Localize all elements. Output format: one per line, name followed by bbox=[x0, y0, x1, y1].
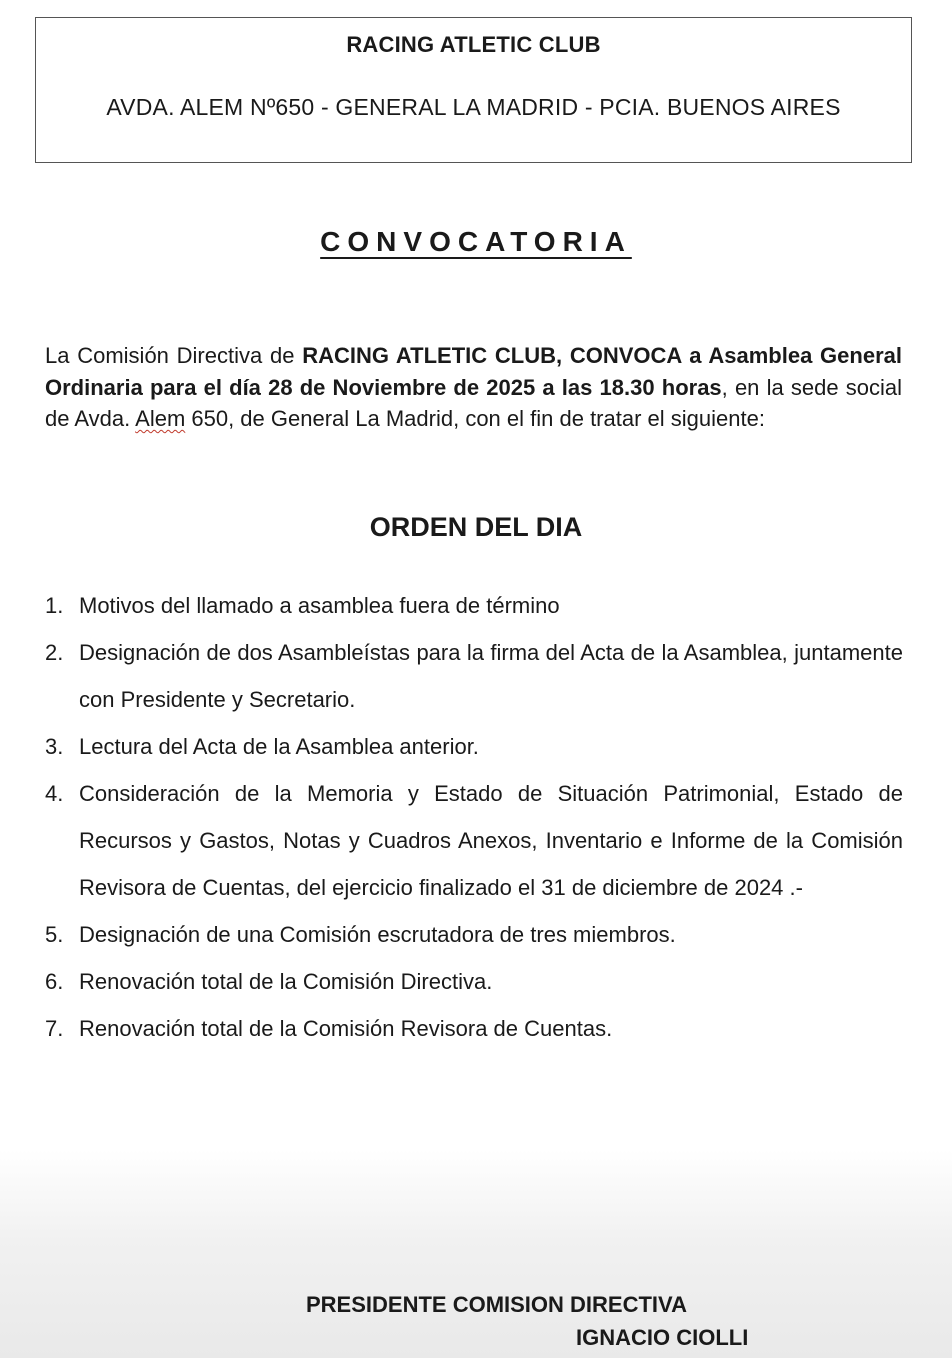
agenda-item-number: 4. bbox=[45, 781, 64, 806]
intro-street-name: Alem bbox=[135, 406, 186, 431]
agenda-item bbox=[45, 1005, 903, 1052]
agenda-item bbox=[45, 770, 903, 911]
agenda-item-text: Designación de una Comisión escrutadora de tres miembros. bbox=[79, 922, 676, 947]
agenda-item-text: Renovación total de la Comisión Directiva. bbox=[79, 969, 493, 994]
intro-text-2: , en la sede social de Avda. bbox=[45, 374, 902, 431]
agenda-item bbox=[45, 723, 903, 770]
agenda-item-number: 6. bbox=[45, 969, 64, 994]
document-title-text: CONVOCATORIA bbox=[320, 226, 632, 257]
letterhead-box bbox=[35, 17, 912, 163]
agenda-title: ORDEN DEL DIA bbox=[369, 512, 583, 542]
intro-bold-text: RACING ATLETIC CLUB, CONVOCA a Asamblea General Ordinaria para el día 28 de Noviembre de 2025 a las 18.30 horas bbox=[45, 343, 902, 400]
agenda-item-text: Lectura del Acta de la Asamblea anterior. bbox=[79, 734, 479, 759]
signature-name: IGNACIO CIOLLI bbox=[576, 1325, 749, 1350]
agenda-item bbox=[45, 958, 903, 1005]
agenda-item bbox=[45, 911, 903, 958]
club-name: RACING ATLETIC CLUB bbox=[346, 32, 601, 57]
agenda-item-number: 1. bbox=[45, 593, 64, 618]
agenda-item-number: 2. bbox=[45, 640, 64, 665]
intro-text-1: La Comisión Directiva de bbox=[45, 343, 303, 368]
agenda-list bbox=[45, 582, 903, 1052]
intro-text-3: 650, de General La Madrid, con el fin de tratar el siguiente: bbox=[185, 406, 765, 431]
agenda-item-number: 3. bbox=[45, 734, 64, 759]
intro-paragraph bbox=[45, 340, 902, 435]
agenda-item-text: Motivos del llamado a asamblea fuera de término bbox=[79, 593, 560, 618]
agenda-item-number: 5. bbox=[45, 922, 64, 947]
agenda-item bbox=[45, 629, 903, 723]
agenda-item-text: Renovación total de la Comisión Revisora de Cuentas. bbox=[79, 1016, 613, 1041]
club-address: AVDA. ALEM Nº650 - GENERAL LA MADRID - PCIA. BUENOS AIRES bbox=[106, 94, 841, 120]
signature-role: PRESIDENTE COMISION DIRECTIVA bbox=[306, 1292, 687, 1317]
agenda-item bbox=[45, 582, 903, 629]
agenda-item-number: 7. bbox=[45, 1016, 64, 1041]
agenda-item-text: Designación de dos Asambleístas para la firma del Acta de la Asamblea, juntamente con Presidente y Secretario. bbox=[79, 640, 903, 712]
agenda-item-text: Consideración de la Memoria y Estado de Situación Patrimonial, Estado de Recursos y Gastos, Notas y Cuadros Anexos, Inventario e Informe de la Comisión Revisora de Cuentas, del ejercicio finalizado el 31 de diciembre de 2024 .- bbox=[79, 781, 903, 900]
document-title bbox=[0, 226, 952, 258]
